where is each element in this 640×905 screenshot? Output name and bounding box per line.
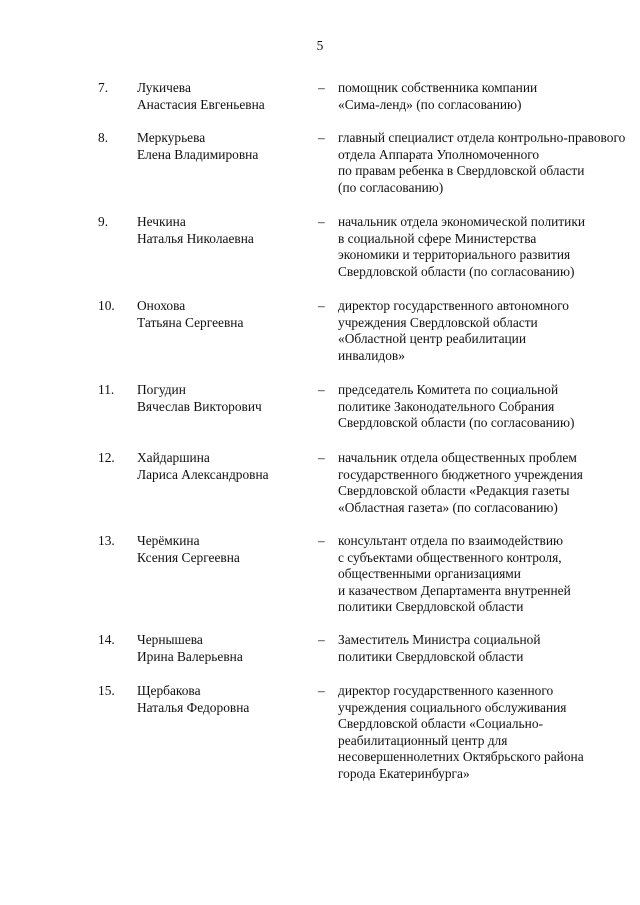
- member-number: 11.: [98, 382, 115, 397]
- dash-separator: –: [318, 298, 325, 313]
- member-number: 13.: [98, 533, 115, 548]
- dash-separator: –: [318, 683, 325, 698]
- member-position: Заместитель Министра социальной политики Свердловской области: [338, 632, 541, 664]
- member-position: начальник отдела общественных проблем государственного бюджетного учреждения Свердловской области «Редакция газеты «Областная газета» (по согласованию): [338, 450, 583, 515]
- dash-separator: –: [318, 214, 325, 229]
- member-position: директор государственного казенного учреждения социального обслуживания Свердловской области «Социально- реабилитационный центр для несовершеннолетних Октябрьского района города Екатеринбурга»: [338, 683, 584, 781]
- member-number: 14.: [98, 632, 115, 647]
- dash-separator: –: [318, 80, 325, 95]
- member-position: директор государственного автономного учреждения Свердловской области «Областной центр реабилитации инвалидов»: [338, 298, 569, 363]
- member-position: главный специалист отдела контрольно-правового отдела Аппарата Уполномоченного по правам ребенка в Свердловской области (по согласованию): [338, 130, 626, 195]
- member-name: Лукичева Анастасия Евгеньевна: [137, 80, 265, 112]
- member-number: 10.: [98, 298, 115, 313]
- dash-separator: –: [318, 533, 325, 548]
- member-number: 15.: [98, 683, 115, 698]
- member-position: консультант отдела по взаимодействию с субъектами общественного контроля, общественными организациями и казачеством Департамента внутренней политики Свердловской области: [338, 533, 571, 615]
- member-number: 12.: [98, 450, 115, 465]
- member-position: начальник отдела экономической политики в социальной сфере Министерства экономики и территориального развития Свердловской области (по согласованию): [338, 214, 585, 279]
- member-position: председатель Комитета по социальной политике Законодательного Собрания Свердловской области (по согласованию): [338, 382, 575, 431]
- member-name: Чернышева Ирина Валерьевна: [137, 632, 243, 664]
- member-position: помощник собственника компании «Сима-ленд» (по согласованию): [338, 80, 538, 112]
- page-number: 5: [316, 38, 324, 53]
- member-number: 7.: [98, 80, 109, 95]
- member-name: Нечкина Наталья Николаевна: [137, 214, 254, 246]
- member-number: 9.: [98, 214, 109, 229]
- dash-separator: –: [318, 382, 325, 397]
- member-name: Онохова Татьяна Сергеевна: [137, 298, 244, 330]
- member-name: Погудин Вячеслав Викторович: [137, 382, 262, 414]
- member-number: 8.: [98, 130, 109, 145]
- member-name: Черёмкина Ксения Сергеевна: [137, 533, 240, 565]
- dash-separator: –: [318, 450, 325, 465]
- member-name: Щербакова Наталья Федоровна: [137, 683, 250, 715]
- member-name: Меркурьева Елена Владимировна: [137, 130, 259, 162]
- dash-separator: –: [318, 130, 325, 145]
- member-name: Хайдаршина Лариса Александровна: [137, 450, 269, 482]
- dash-separator: –: [318, 632, 325, 647]
